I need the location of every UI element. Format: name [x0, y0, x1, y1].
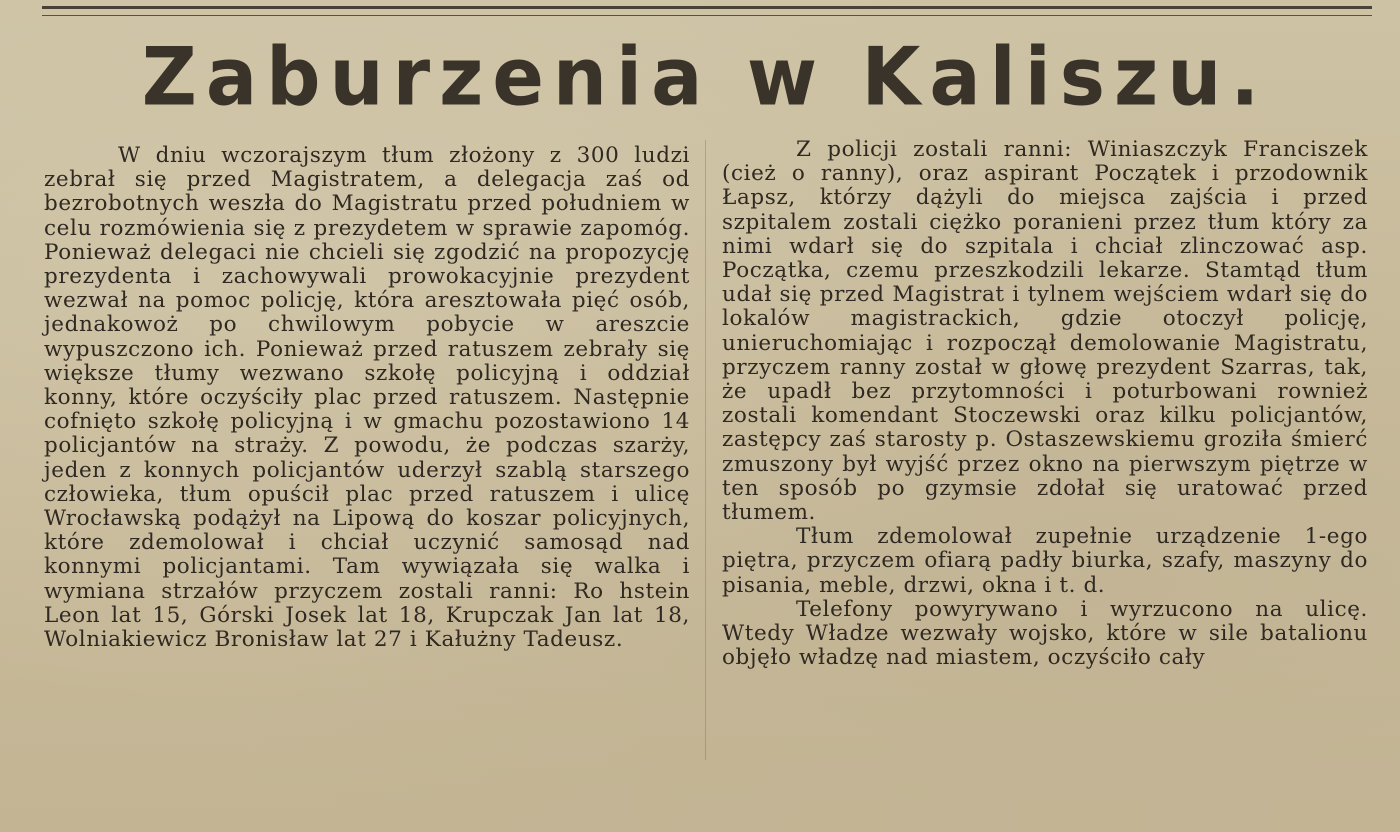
- right-paragraph-3: Telefony powyrywano i wyrzucono na ulicę. Wtedy Władze wezwały wojsko, które w sile batalionu objęło władzę nad miastem, oczyściło cały: [722, 596, 1368, 671]
- right-column: [722, 138, 1368, 670]
- top-rule: [42, 6, 1372, 16]
- left-column: [44, 144, 690, 652]
- right-paragraph-2: Tłum zdemolował zupełnie urządzenie 1-ego piętra, przyczem ofiarą padły biurka, szafy, maszyny do pisania, meble, drzwi, okna i t. d.: [722, 524, 1368, 598]
- right-paragraph-1: Z policji zostali ranni: Winiaszczyk Franciszek (cież o ranny), oraz aspirant Początek i przodownik Łapsz, którzy dążyli do miejsca zajścia i przed szpitalem zostali ciężko poranieni przez tłum który za nimi wdarł się do szpitala i chciał zlinczować asp. Początka, czemu przeszkodzili lekarze. Stamtąd tłum udał się przed Magistrat i tylnem wejściem wdarł się do lokalów magistrackich, gdzie otoczył policję, unieruchomiając i rozpoczął demolowanie Magistratu, przyczem ranny został w głowę prezydent Szarras, tak, że upadł bez przytomności i poturbowani rownież zostali komendant Stoczewski oraz kilku policjantów, zastępcy zaś starosty p. Ostaszewskiemu groziła śmierć zmuszony był wyjść przez okno na pierwszym piętrze w ten sposób po gzymsie zdołał się uratować przed tłumem.: [722, 137, 1368, 526]
- left-paragraph-1: W dniu wczorajszym tłum złożony z 300 ludzi zebrał się przed Magistratem, a delegacja zaś od bezrobotnych weszła do Magistratu przed południem w celu rozmówienia się z prezydetem w sprawie zapomóg. Ponieważ delegaci nie chcieli się zgodzić na propozycję prezydenta i zachowywali prowokacyjnie prezydent wezwał na pomoc policję, która aresztowała pięć osób, jednakowoż po chwilowym pobycie w areszcie wypuszczono ich. Ponieważ przed ratuszem zebrały się większe tłumy wezwano szkołę policyjną i oddział konny, które oczyściły plac przed ratuszem. Następnie cofnięto szkołę policyjną i w gmachu pozostawiono 14 policjantów na straży. Z powodu, że podczas szarży, jeden z konnych policjantów uderzył szablą starszego człowieka, tłum opuścił plac przed ratuszem i ulicę Wrocławską podążył na Lipową do koszar policyjnych, które zdemolował i chciał uczynić samosąd nad konnymi policjantami. Tam wywiązała się walka i wymiana strzałów przyczem zostali ranni: Ro hstein Leon lat 15, Górski Josek lat 18, Krupczak Jan lat 18, Wolniakiewicz Bronisław lat 27 i Kałużny Tadeusz.: [44, 143, 690, 653]
- article-headline: Zaburzenia w Kaliszu.: [141, 29, 1269, 124]
- column-divider: [705, 140, 706, 760]
